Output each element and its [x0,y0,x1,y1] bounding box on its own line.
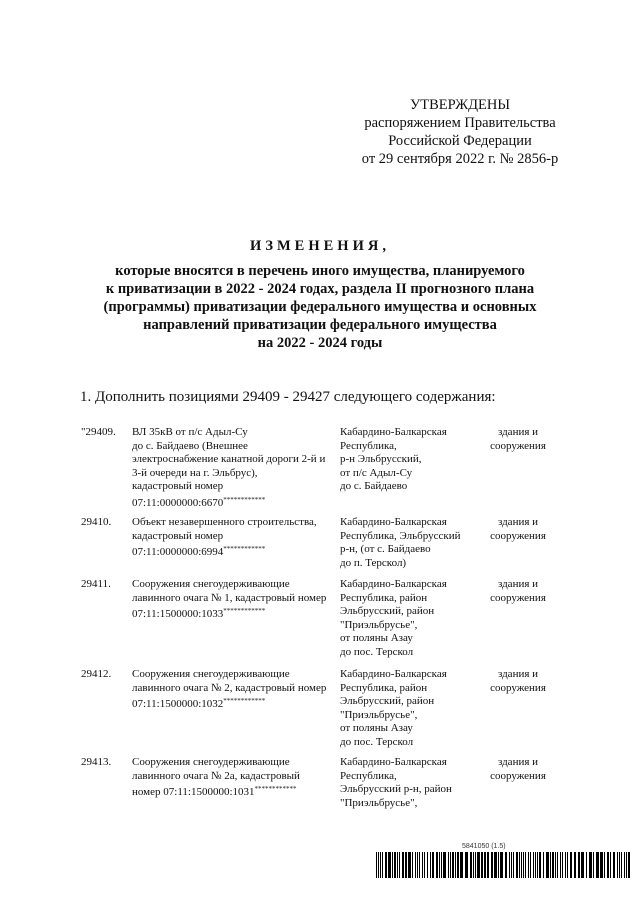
footnote-stars: ************ [223,607,266,615]
address-line: Эльбрусский, район [340,695,435,707]
position-number: 29413. [81,756,112,768]
type-line: здания и [497,668,539,680]
approval-block [330,96,590,168]
address-line: Эльбрусский р-н, район [340,783,452,795]
cadastral-number [132,695,332,712]
address-line: от поляны Азау [340,632,413,644]
footnote-stars: ************ [223,697,266,705]
intro-paragraph: 1. Дополнить позициями 29409 - 29427 следующего содержания: [80,389,496,405]
name-line: Сооружения снегоудерживающие [132,578,290,590]
type-line: сооружения [490,769,546,782]
name-line: Сооружения снегоудерживающие [132,668,290,680]
position-number: "29409. [81,426,116,438]
address-line: р-н, (от с. Байдаево [340,543,431,555]
position-number: 29412. [81,668,112,680]
object-type [478,756,558,783]
name-line: 3-й очереди на г. Эльбрус), [132,466,258,479]
address-line: Республика, [340,439,397,452]
subtitle-line: которые вносятся в перечень иного имущества, планируемого [115,263,525,279]
address-line: Эльбрусский, район [340,605,435,617]
subtitle-line: к приватизации в 2022 - 2024 годах, раздела II прогнозного плана [105,281,535,297]
footnote-stars: ************ [223,495,266,504]
cadastral-value: номер 07:11:1500000:1031 [132,786,255,798]
subtitle-line: направлений приватизации федерального имущества [143,317,497,333]
position-number: 29411. [81,578,111,590]
name-line: до с. Байдаево (Внешнее [132,439,248,452]
type-line: здания и [497,426,539,438]
position-number: 29410. [81,516,112,528]
name-line: лавинного очага № 1, кадастровый номер [132,591,327,604]
cadastral-number [132,605,332,622]
object-name [132,516,332,560]
object-address [340,578,475,659]
approval-line: Российской Федерации [388,133,532,149]
address-line: до пос. Терскол [340,645,414,658]
name-line: кадастровый номер [132,529,224,542]
approval-date-line: от 29 сентября 2022 г. № 2856-р [361,151,559,167]
address-line: до с. Байдаево [340,480,408,492]
type-line: здания и [497,756,539,768]
document-id: 5841050 (1.5) [462,843,506,850]
type-line: сооружения [490,681,546,694]
type-line: сооружения [490,529,546,542]
address-line: "Приэльбрусье", [340,796,418,809]
type-line: здания и [497,578,539,590]
document-title: ИЗМЕНЕНИЯ, [250,238,390,254]
name-line: кадастровый номер [132,480,224,492]
type-line: сооружения [490,439,546,452]
address-line: Республика, район [340,681,428,694]
address-line: Кабардино-Балкарская [340,426,447,438]
cadastral-number [132,783,332,800]
approval-heading: УТВЕРЖДЕНЫ [409,97,511,113]
footnote-stars: ************ [254,785,297,793]
cadastral-value: 07:11:0000000:6670 [132,496,224,509]
cadastral-number [132,494,332,511]
name-line: Объект незавершенного строительства, [132,516,317,528]
cadastral-value: 07:11:1500000:1033 [132,608,224,620]
address-line: "Приэльбрусье", [340,618,418,631]
object-type [478,668,558,695]
address-line: Кабардино-Балкарская [340,756,447,768]
address-line: Республика, [340,769,397,782]
object-type [478,578,558,605]
address-line: от поляны Азау [340,722,413,734]
object-name [132,578,332,622]
address-line: Кабардино-Балкарская [340,578,447,590]
object-name [132,426,332,510]
approval-line: распоряжением Правительства [364,115,556,131]
footnote-stars: ************ [223,545,266,553]
address-line: Республика, район [340,591,428,604]
address-line: от п/с Адыл-Су [340,466,413,479]
object-name [132,756,332,800]
object-name [132,668,332,712]
name-line: ВЛ 35кВ от п/с Адыл-Су [132,426,248,438]
address-line: р-н Эльбрусский, [340,453,422,465]
cadastral-number [132,543,332,560]
object-type [478,516,558,543]
address-line: Кабардино-Балкарская [340,516,447,528]
object-address [340,756,475,810]
object-address [340,516,475,570]
subtitle-line: на 2022 - 2024 годы [257,335,383,351]
address-line: до пос. Терскол [340,735,414,748]
object-address [340,426,475,494]
address-line: до п. Терскол) [340,556,407,569]
address-line: Республика, Эльбрусский [340,529,461,542]
name-line: Сооружения снегоудерживающие [132,756,290,768]
address-line: Кабардино-Балкарская [340,668,447,680]
address-line: "Приэльбрусье", [340,708,418,721]
document-subtitle [70,262,570,352]
name-line: электроснабжение канатной дороги 2-й и [132,453,326,465]
cadastral-value: 07:11:0000000:6994 [132,546,224,558]
barcode [376,852,633,878]
name-line: лавинного очага № 2, кадастровый номер [132,681,327,694]
name-line: лавинного очага № 2а, кадастровый [132,769,300,782]
object-address [340,668,475,749]
cadastral-value: 07:11:1500000:1032 [132,698,224,710]
subtitle-line: (программы) приватизации федерального имущества и основных [103,299,537,315]
type-line: здания и [497,516,539,528]
type-line: сооружения [490,591,546,604]
object-type [478,426,558,453]
